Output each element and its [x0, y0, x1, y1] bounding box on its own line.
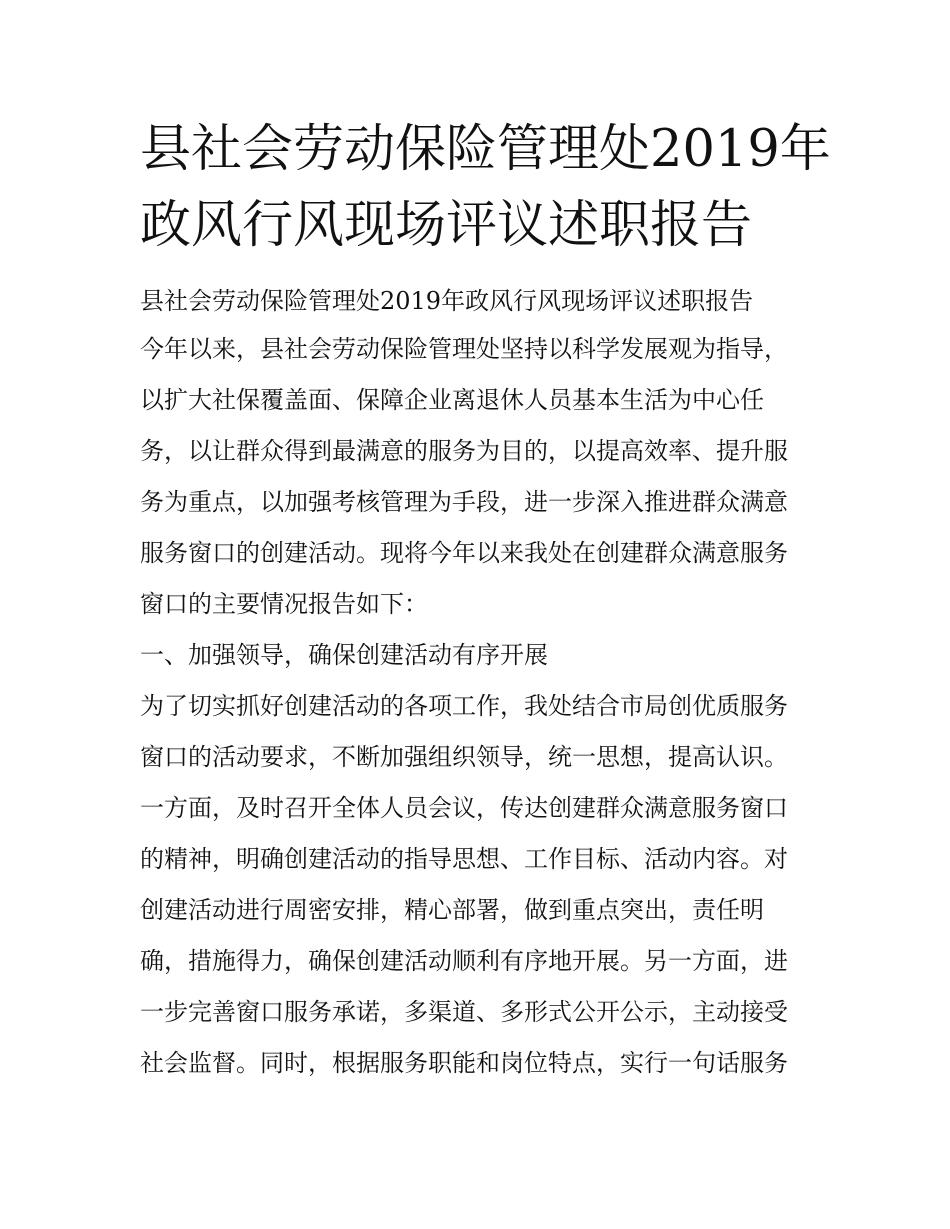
title-line: 政风行风现场评议述职报告: [140, 196, 753, 255]
body-line: 今年以来，县社会劳动保险管理处坚持以科学发展观为指导，: [140, 335, 788, 363]
body-line: 一方面，及时召开全体人员会议，传达创建群众满意服务窗口: [140, 794, 788, 822]
body-line: 服务窗口的创建活动。现将今年以来我处在创建群众满意服务: [140, 539, 788, 567]
document-body: [140, 278, 830, 1089]
body-line: 务为重点，以加强考核管理为手段，进一步深入推进群众满意: [140, 488, 788, 516]
body-line: 确，措施得力，确保创建活动顺利有序地开展。另一方面，进: [140, 947, 788, 975]
body-line: 窗口的活动要求，不断加强组织领导，统一思想，提高认识。: [140, 743, 788, 771]
body-line: 以扩大社保覆盖面、保障企业离退休人员基本生活为中心任: [140, 386, 764, 414]
body-line: 的精神，明确创建活动的指导思想、工作目标、活动内容。对: [140, 845, 788, 873]
body-subtitle-line: 县社会劳动保险管理处2019年政风行风现场评议述职报告: [140, 287, 754, 315]
title-line: 县社会劳动保险管理处2019年: [140, 120, 831, 179]
body-line: 一步完善窗口服务承诺，多渠道、多形式公开公示，主动接受: [140, 998, 788, 1026]
body-line: 窗口的主要情况报告如下：: [140, 590, 428, 618]
body-line: 务，以让群众得到最满意的服务为目的，以提高效率、提升服: [140, 437, 788, 465]
section-heading: 一、加强领导，确保创建活动有序开展: [140, 641, 548, 669]
document-title: [140, 112, 830, 264]
body-line: 社会监督。同时，根据服务职能和岗位特点，实行一句话服务: [140, 1049, 788, 1077]
body-line: 为了切实抓好创建活动的各项工作，我处结合市局创优质服务: [140, 692, 788, 720]
body-line: 创建活动进行周密安排，精心部署，做到重点突出，责任明: [140, 896, 764, 924]
